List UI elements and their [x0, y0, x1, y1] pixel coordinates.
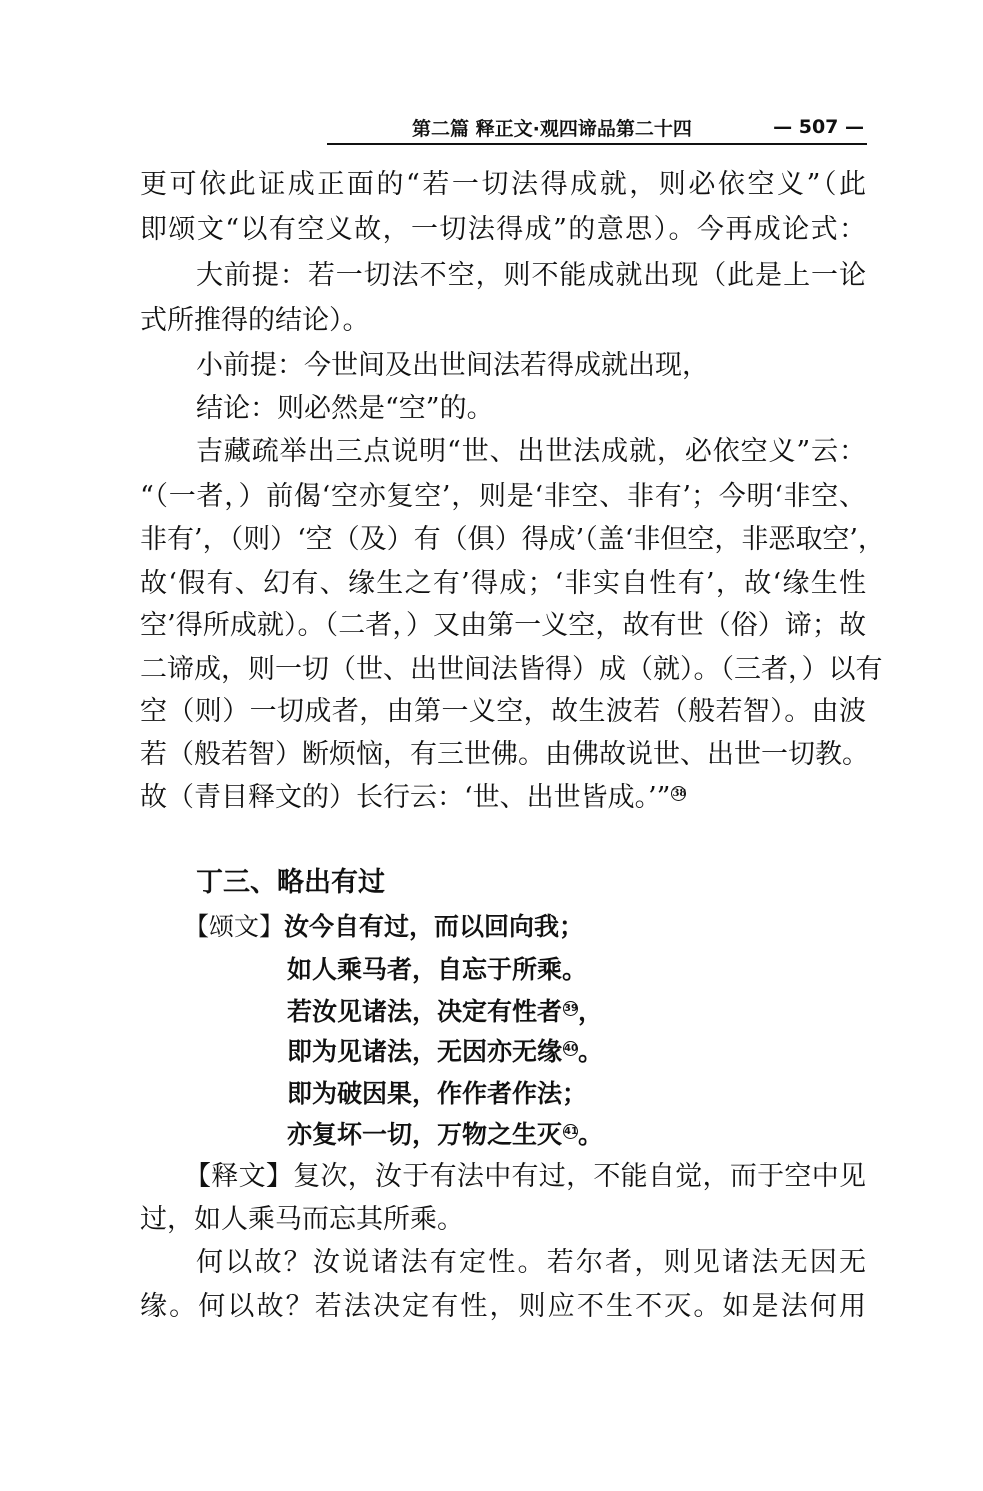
verse-line: 即为破因果，作作者作法；: [287, 1079, 588, 1108]
text-line: 大前提：若一切法不空，则不能成就出现（此是上一论: [196, 260, 866, 291]
text-line: 结论：则必然是“空”的。: [196, 393, 494, 424]
commentary-line: 缘。何以故？若法决定有性，则应不生不灭。如是法何用: [140, 1291, 866, 1322]
commentary-line: [184, 1159, 866, 1195]
verse-line: [287, 1034, 603, 1070]
text-line: 若（般若智）断烦恼，有三世佛。由佛故说世、出世一切教。: [140, 739, 869, 770]
verse-line: [287, 994, 603, 1030]
commentary-label: 【释文】: [184, 1161, 294, 1192]
verse-line: 如人乘马者，自忘于所乘。: [287, 955, 588, 984]
text-line: [140, 780, 686, 816]
text-line: 非有’，（则）‘空（及）有（俱）得成’（盖‘非但空，非恶取空’，: [140, 524, 885, 555]
verse-punct: 。: [578, 1037, 604, 1066]
footnote-marker[interactable]: 38: [672, 788, 687, 799]
text-line: 空’得所成就）。（二者，）又由第一义空，故有世（俗）谛；故: [140, 610, 866, 641]
footnote-marker[interactable]: 40: [564, 1042, 578, 1054]
text-line: “（一者，）前偈‘空亦复空’，则是‘非空、非有’；今明‘非空、: [140, 481, 866, 512]
text-line: 即颂文“以有空义故，一切法得成”的意思）。今再成论式：: [140, 214, 866, 245]
verse-line-text: 亦复坏一切，万物之生灭: [287, 1120, 563, 1149]
text-line: 吉藏疏举出三点说明“世、出世法成就，必依空义”云：: [196, 436, 866, 467]
verse-line-text: 即为见诸法，无因亦无缘: [287, 1037, 563, 1066]
footnote-marker[interactable]: 39: [564, 1002, 578, 1014]
commentary-line: 过，如人乘马而忘其所乘。: [140, 1204, 464, 1235]
text-line-content: 故（青目释文的）长行云：‘世、出世皆成。’”: [140, 782, 671, 813]
text-line: 小前提：今世间及出世间法若得成就出现，: [196, 350, 709, 381]
footnote-marker[interactable]: 41: [564, 1125, 578, 1137]
text-line: 式所推得的结论）。: [140, 305, 370, 336]
verse-line-text: 若汝见诸法，决定有性者: [287, 997, 563, 1026]
commentary-text: 复次，汝于有法中有过，不能自觉，而于空中见: [293, 1161, 867, 1192]
verse-line: [287, 1117, 603, 1153]
verse-line: 汝今自有过，而以回向我；: [284, 912, 585, 941]
verse-punct: ，: [578, 997, 604, 1026]
running-header: [412, 112, 864, 142]
verse-label: 【颂文】: [184, 912, 285, 941]
text-line: 故‘假有、幻有、缘生之有’得成；‘非实自性有’，故‘缘生性: [140, 568, 866, 599]
header-title: 第二篇 释正文·观四谛品第二十四: [412, 117, 692, 140]
verse-label-line: [184, 909, 584, 945]
text-line: 二谛成，则一切（世、出世间法皆得）成（就）。（三者，）以有: [140, 654, 883, 685]
page-number: — 507 —: [773, 116, 864, 138]
text-line: 更可依此证成正面的“若一切法得成就，则必依空义”（此: [140, 169, 866, 200]
commentary-line: 何以故？汝说诸法有定性。若尔者，则见诸法无因无: [196, 1247, 866, 1278]
header-rule: [327, 143, 867, 145]
text-line: 空（则）一切成者，由第一义空，故生波若（般若智）。由波: [140, 696, 866, 727]
section-heading: 丁三、略出有过: [196, 867, 385, 898]
verse-punct: 。: [578, 1120, 604, 1149]
